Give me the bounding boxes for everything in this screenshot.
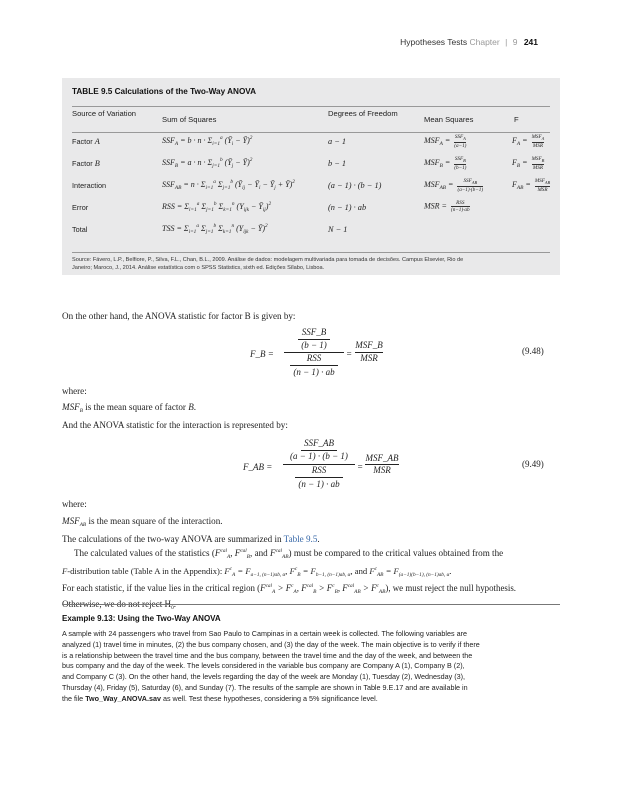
example-line: A sample with 24 passengers who travel from Sao Paulo to Campinas in a certain week is collected. The following variables are [62,629,467,638]
where-label: where: [62,386,87,396]
example-top-rule [62,604,560,605]
running-head-chapter: Chapter [469,37,500,47]
paragraph-line: Otherwise, we do not reject $H_0$. [62,598,177,611]
equation-9-49 [243,438,399,500]
row-source: Error [72,203,89,212]
col-f: F [514,115,519,124]
col-mean-squares: Mean Squares [424,115,474,124]
eq-inner-bar [290,365,338,366]
page-number: 241 [523,37,538,47]
running-head-separator: | [505,37,508,47]
col-sum-of-squares: Sum of Squares [162,115,217,124]
row-source: Total [72,225,88,234]
row-mean-squares: $MSF_B$ = $\frac{SSF_B}{(b-1)}$ [424,156,467,172]
example-line: Thursday (4), Friday (5), Saturday (6), and Sunday (7). The results of the sample are shown in Table 9.E.17 and are available in [62,682,468,692]
eq-lhs: F_B = [250,349,274,359]
definition: $MSF_B$ is the mean square of factor B. [62,402,197,414]
paragraph: On the other hand, the ANOVA statistic for factor B is given by: [62,311,296,321]
running-head [400,37,538,47]
eq-den-top: RSS [306,353,322,363]
paragraph-text: . [317,534,320,544]
example-title: Example 9.13: Using the Two-Way ANOVA [62,614,221,623]
table-row [72,199,550,221]
row-df: (n − 1) · ab [328,203,367,212]
eq-rhs-num: MSF_B [355,340,383,350]
definition: $MSF_{AB}$ is the mean square of the interaction. [62,516,223,528]
row-f: $F_B$ = $\frac{MSF_B}{\text{MSR}}$ [512,156,545,172]
paragraph-line: For each statistic, if the value lies in the critical region ($F^{cal}_A > F^c_A$, $F^{cal}_B > F^c_B$, $F^{cal}_{AB} > F^c_{AB}$), we must reject the null hypothesis. [62,583,516,595]
row-source: Interaction [72,181,107,190]
example-line [62,694,560,705]
table-title: TABLE 9.5 Calculations of the Two-Way ANOVA [72,87,257,96]
row-f: $F_{AB}$ = $\frac{MSF_{AB}}{\text{MSR}}$ [512,178,551,194]
eq-inner-bar [295,477,343,478]
eq-rhs-den: MSR [360,353,378,363]
eq-rhs-den: MSR [373,465,391,475]
row-df: N − 1 [328,225,348,234]
row-df: (a − 1) · (b − 1) [328,181,382,190]
eq-den-top: RSS [311,465,327,475]
table-row [72,133,550,155]
table-link[interactable]: Table 9.5 [283,534,318,544]
row-sum-of-squares: $SSF_A = b \cdot n \cdot \Sigma_{i=1}^a$ ($Ȳ_i$ − Ȳ)$^2$ [162,135,253,147]
eq-lhs: F_AB = [243,462,273,472]
eq-num-bottom: (b − 1) [301,340,327,350]
row-mean-squares: $MSF_{AB}$ = $\frac{SSF_{AB}}{(a-1)\cdot(b-1)}$ [424,178,484,194]
row-sum-of-squares: TSS = $\Sigma_{i=1}^a$ $\Sigma_{j=1}^b$ $\Sigma_{k=1}^n$ ($Y_{ijk}$ − Ȳ)$^2$ [162,223,268,235]
eq-equals: = [357,462,364,472]
eq-num-top: SSF_B [301,327,327,337]
equation-number: (9.48) [522,346,544,356]
eq-den-bottom: (n − 1) · ab [293,367,335,377]
row-f: $F_A$ = $\frac{MSF_A}{\text{MSR}}$ [512,134,545,150]
paragraph-line: The calculated values of the statistics ($F^{cal}_A$, $F^{cal}_B$, and $F^{cal}_{AB}$) must be compared to the critical values obtained from the [74,548,504,560]
eq-num-bottom: (a − 1) · (b − 1) [290,451,348,461]
anova-table [62,78,560,275]
where-label: where: [62,499,87,509]
table-header [72,106,550,133]
paragraph: And the ANOVA statistic for the interaction is represented by: [62,420,288,430]
eq-den-bottom: (n − 1) · ab [298,479,340,489]
data-file-name: Two_Way_ANOVA.sav [85,693,161,703]
example-line: is a relationship between the travel time and the bus company, between the travel time and the day of the week, and between the [62,650,473,660]
row-sum-of-squares: RSS = $\Sigma_{i=1}^a$ $\Sigma_{j=1}^b$ $\Sigma_{k=1}^n$ ($Y_{ijk}$ − $Ȳ_{ij})^2$ [162,201,272,213]
row-sum-of-squares: $SSF_{AB} = n \cdot \Sigma_{i=1}^a$ $\Sigma_{j=1}^b$ ($Ȳ_{ij}$ − $Ȳ_i$ − $Ȳ_j$ + Ȳ)$^2$ [162,179,295,191]
example-line-text: the file [62,693,86,703]
row-source: Factor A [72,137,100,146]
table-source-note [72,252,550,272]
paragraph-text: The calculations of the two-way ANOVA are summarized in [62,534,284,544]
running-head-title: Hypotheses Tests [400,37,468,47]
table-row [72,221,550,243]
row-df: b − 1 [328,159,347,168]
example-line: bus company and the day of the week. The levels considered in the variable bus company are Company A (1), Company B (2), [62,661,465,671]
eq-rhs-num: MSF_AB [365,453,399,463]
table-row [72,155,550,177]
col-source: Source of Variation [72,109,137,118]
example-line: analyzed (1) travel time in minutes, (2) the bus company chosen, and (3) the day of the week. The main objective is to verify if there [62,639,480,649]
source-note-line: Source: Fávero, L.P., Belfiore, P., Silva, F.L., Chan, B.L., 2009. Análise de dados: modelagem multivariada para tomada de decisões. Campus Elsevier, Rio de [72,257,464,263]
equation-number: (9.49) [522,459,544,469]
col-degrees-of-freedom: Degrees of Freedom [328,109,398,118]
equation-9-48 [250,327,383,387]
row-df: a − 1 [328,137,347,146]
running-head-chapter-number: 9 [512,37,518,47]
example-line: and Company C (3). On the other hand, the levels regarding the day of the week are Monday (1), Tuesday (2), Wednesday (3), [62,672,465,682]
eq-equals: = [346,349,353,359]
paragraph [62,534,560,545]
eq-num-top: SSF_AB [304,438,334,448]
row-source: Factor B [72,159,100,168]
paragraph-line: F-distribution table (Table A in the Appendix): $F^c_A = F_{a-1, (n-1)ab, \alpha}$, $F^c_B = F_{b-1, (n-1)ab, \alpha}$, and $F^c_{AB} = F_{(a-1)(b-1), (n-1)ab, \alpha}$. [62,565,452,578]
row-mean-squares: MSR = $\frac{\text{RSS}}{(n-1)\cdot ab}$ [424,200,470,213]
row-mean-squares: $MSF_A$ = $\frac{SSF_A}{(a-1)}$ [424,134,467,150]
example-body [62,629,560,705]
source-note-line: Janeiro; Maroco, J., 2014. Análise estatística com o SPSS Statistics, sixth ed. Edições Sílabo, Lisboa. [72,265,325,271]
table-row [72,177,550,199]
example-line-text: as well. Test these hypotheses, considering a 5% significance level. [160,693,378,703]
row-sum-of-squares: $SSF_B = a \cdot n \cdot \Sigma_{j=1}^b$ ($Ȳ_j$ − Ȳ)$^2$ [162,157,253,169]
